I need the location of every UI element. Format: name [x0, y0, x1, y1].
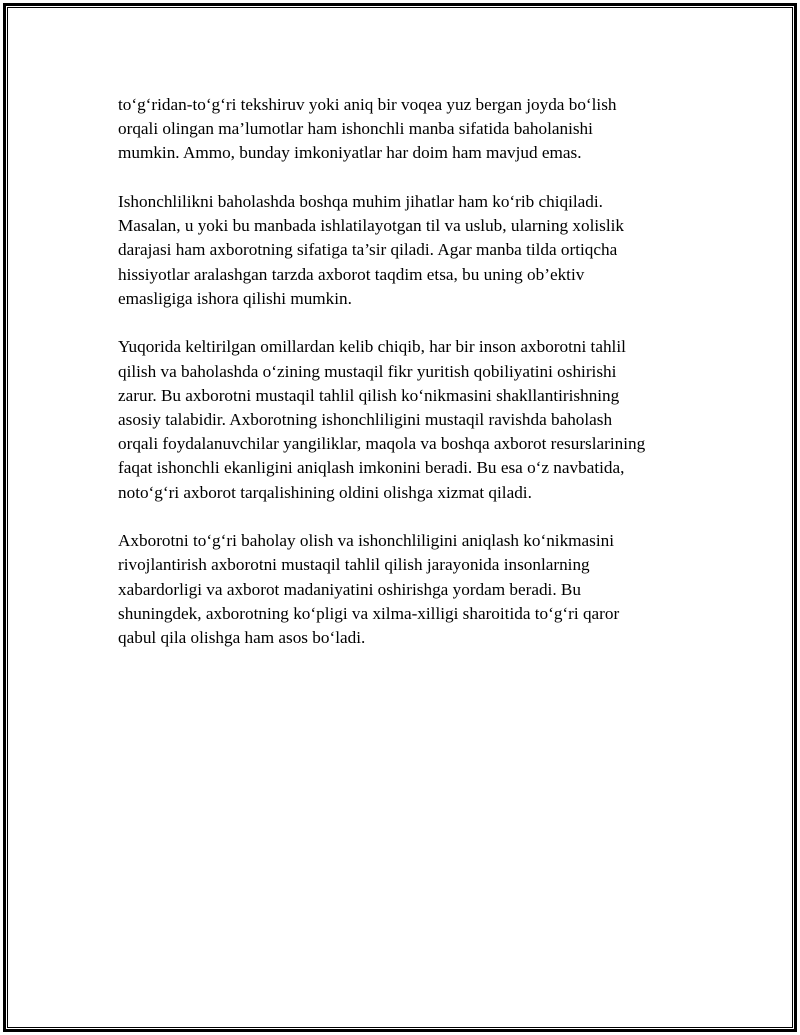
text-line: noto‘g‘ri axborot tarqalishining oldini olishga xizmat qiladi.: [118, 482, 532, 502]
text-line: faqat ishonchli ekanligini aniqlash imkonini beradi. Bu esa o‘z navbatida,: [118, 458, 625, 478]
text-line: to‘g‘ridan-to‘g‘ri tekshiruv yoki aniq bir voqea yuz bergan joyda bo‘lish: [118, 95, 617, 114]
paragraph-2: [118, 190, 698, 311]
text-line: darajasi ham axborotning sifatiga ta’sir qiladi. Agar manba tilda ortiqcha: [118, 240, 618, 260]
text-line: Axborotni to‘g‘ri baholay olish va ishonchliligini aniqlash ko‘nikmasini: [118, 531, 614, 551]
text-line: Masalan, u yoki bu manbada ishlatilayotgan til va uslub, ularning xolislik: [118, 216, 624, 236]
text-line: asosiy talabidir. Axborotning ishonchliligini mustaqil ravishda baholash: [118, 410, 613, 430]
text-line: shuningdek, axborotning ko‘pligi va xilma-xilligi sharoitida to‘g‘ri qaror: [118, 603, 620, 623]
text-line: orqali olingan ma’lumotlar ham ishonchli manba sifatida baholanishi: [118, 119, 593, 139]
text-line: qabul qila olishga ham asos bo‘ladi.: [118, 628, 366, 648]
paragraph-1: [118, 93, 698, 166]
text-line: emasligiga ishora qilishi mumkin.: [118, 288, 352, 308]
text-line: hissiyotlar aralashgan tarzda axborot taqdim etsa, bu uning ob’ektiv: [118, 264, 585, 284]
document-body: [118, 93, 698, 675]
text-line: xabardorligi va axborot madaniyatini oshirishga yordam beradi. Bu: [118, 579, 581, 599]
text-line: zarur. Bu axborotni mustaqil tahlil qilish ko‘nikmasini shakllantirishning: [118, 385, 620, 405]
paragraph-3: [118, 335, 698, 504]
paragraph-4: [118, 529, 698, 650]
text-line: rivojlantirish axborotni mustaqil tahlil qilish jarayonida insonlarning: [118, 555, 590, 575]
text-line: Yuqorida keltirilgan omillardan kelib chiqib, har bir inson axborotni tahlil: [118, 337, 626, 357]
text-line: Ishonchlilikni baholashda boshqa muhim jihatlar ham ko‘rib chiqiladi.: [118, 192, 603, 211]
text-line: orqali foydalanuvchilar yangiliklar, maqola va boshqa axborot resurslarining: [118, 434, 646, 454]
text-line: qilish va baholashda o‘zining mustaqil fikr yuritish qobiliyatini oshirishi: [118, 361, 617, 381]
text-line: mumkin. Ammo, bunday imkoniyatlar har doim ham mavjud emas.: [118, 143, 582, 163]
